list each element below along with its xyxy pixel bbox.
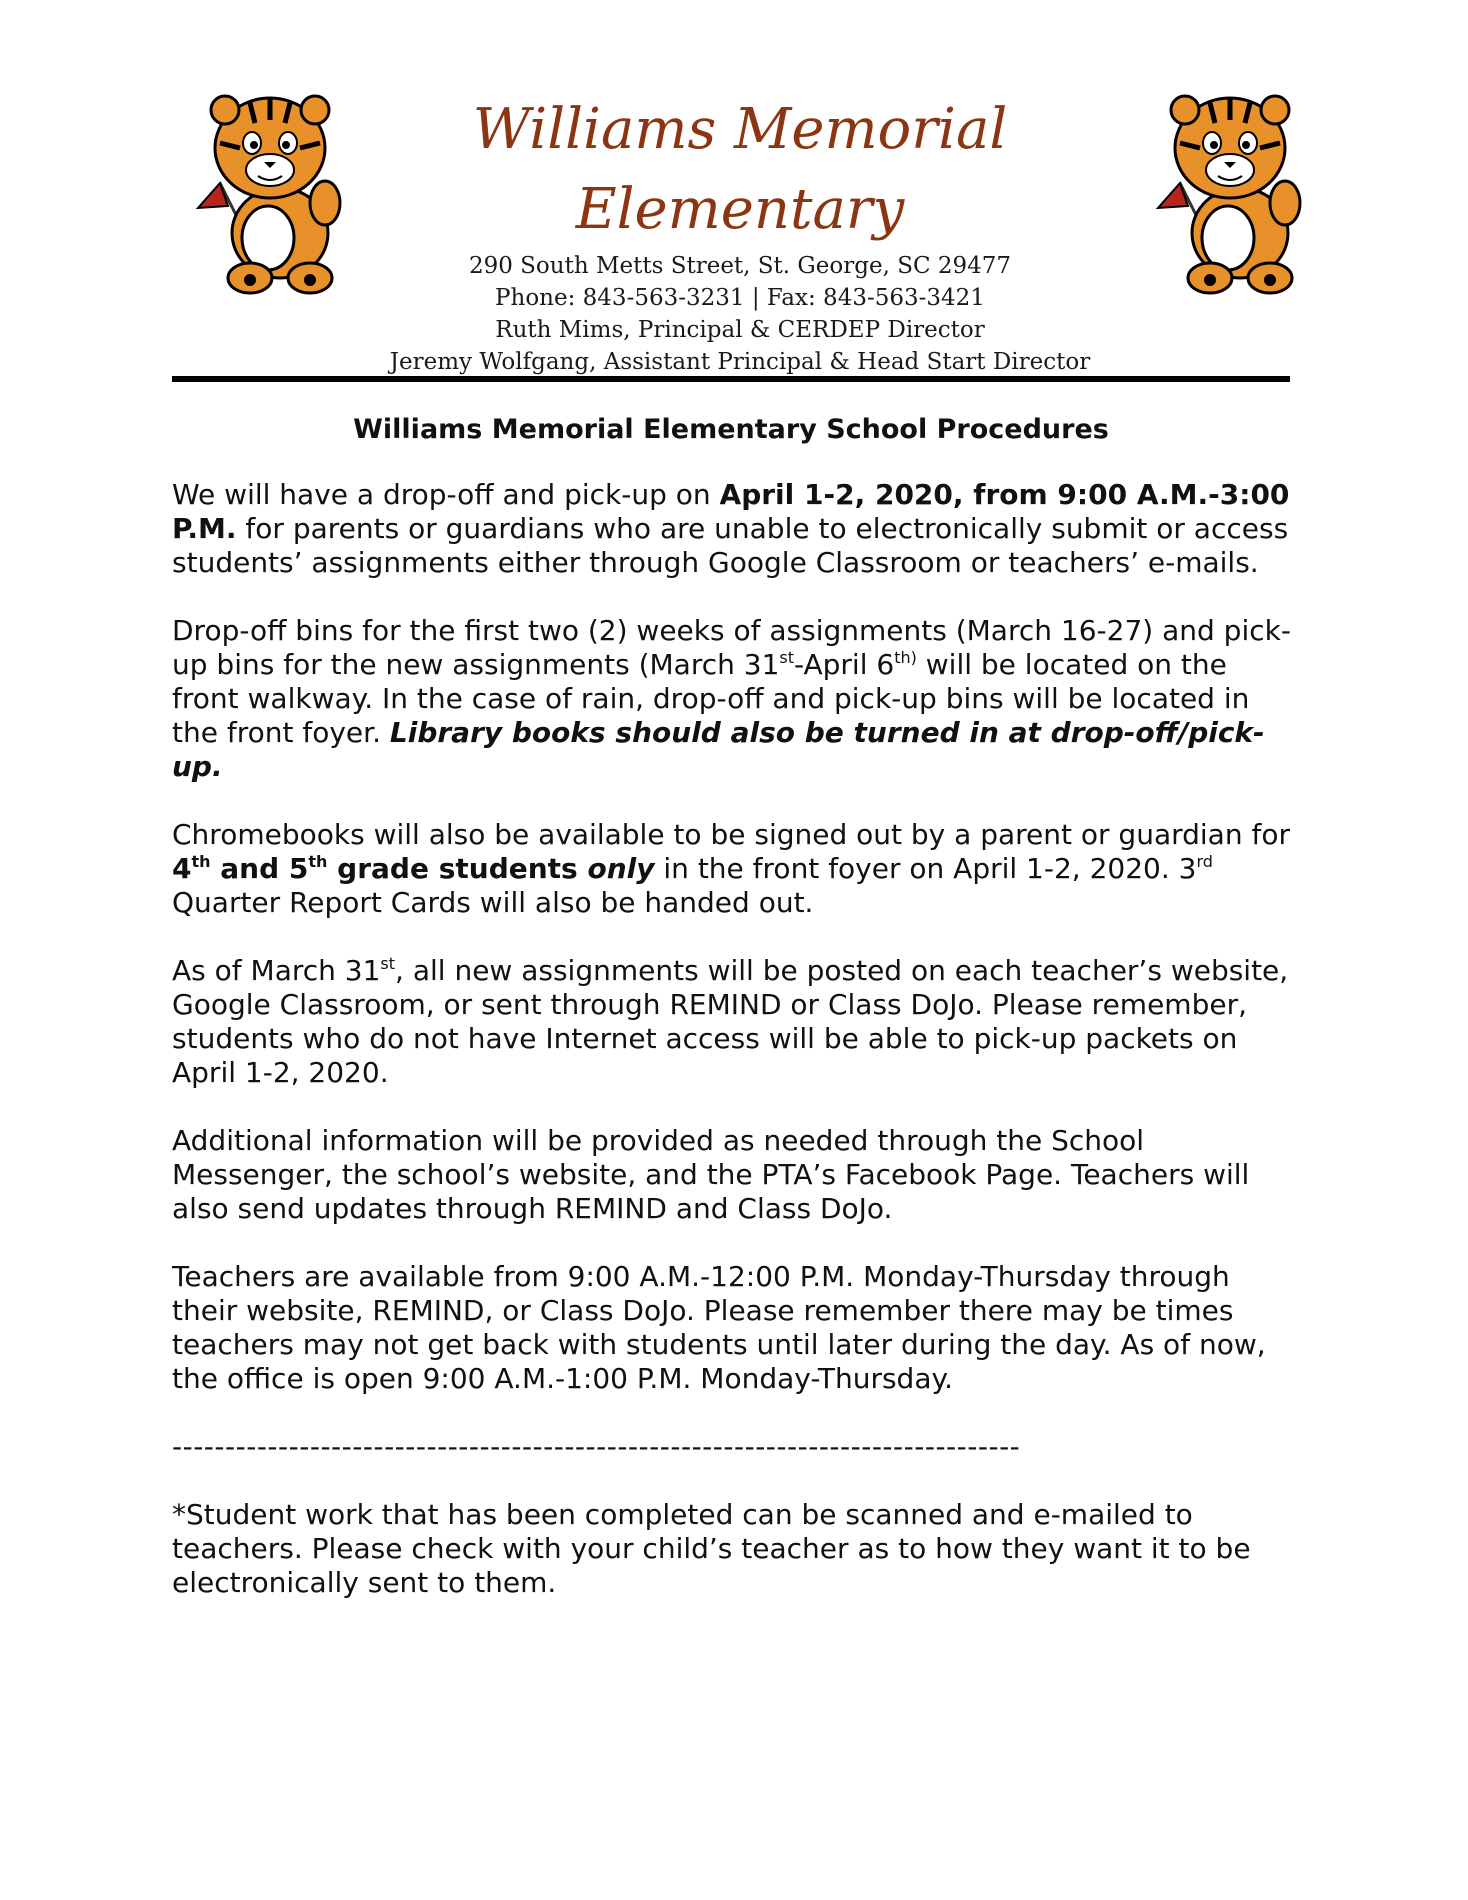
paragraph-teacher-hours: Teachers are available from 9:00 A.M.-12:00 P.M. Monday-Thursday through their website, REMIND, or Class DoJo. Please remember there may be times teachers may not get back with students until later during the day. As of now, the office is open 9:00 A.M.-1:00 P.M. Monday-Thursday. — [172, 1260, 1266, 1395]
footnote: *Student work that has been completed can be scanned and e-mailed to teachers. Please check with your child’s teacher as to how they want it to be electronically sent to them. — [172, 1498, 1251, 1599]
paragraph-chromebooks: Chromebooks will also be available to be signed out by a parent or guardian for 4th and 5th grade students only in the front foyer on April 1-2, 2020. 3rd Quarter Report Cards will also be handed out. — [172, 818, 1290, 919]
school-name-line2: Elementary — [575, 177, 905, 242]
principal-line: Ruth Mims, Principal & CERDEP Director — [495, 317, 985, 343]
school-name-line1: Williams Memorial — [472, 97, 1008, 162]
school-phone-fax: Phone: 843-563-3231 | Fax: 843-563-3421 — [495, 285, 985, 311]
dashed-divider: -------------------------------------------------------------------------------- — [172, 1430, 1021, 1463]
paragraph-bins: Drop-off bins for the first two (2) weeks of assignments (March 16-27) and pick-up bins for the new assignments (March 31st-April $6^{th)}$ will be located on the front walkway. In the case of rain, drop-off and pick-up bins will be located in the front foyer. Library books should also be turned in at drop-off/pick-up. — [172, 614, 1291, 783]
paragraph-additional-info: Additional information will be provided as needed through the School Messenger, the school’s website, and the PTA’s Facebook Page. Teachers will also send updates through REMIND and Class DoJo. — [172, 1124, 1250, 1225]
header-divider — [172, 376, 1290, 382]
assistant-principal-line: Jeremy Wolfgang, Assistant Principal & Head Start Director — [389, 349, 1091, 375]
letterhead — [380, 90, 1100, 378]
page-title: Williams Memorial Elementary School Procedures — [353, 414, 1109, 445]
school-address: 290 South Metts Street, St. George, SC 29477 — [468, 253, 1012, 279]
tiger-mascot-icon — [1150, 88, 1320, 298]
paragraph-assignments: As of March 31st, all new assignments will be posted on each teacher’s website, Google Classroom, or sent through REMIND or Class DoJo. Please remember, students who do not have Internet access will be able to pick-up packets on April 1-2, 2020. — [172, 954, 1289, 1089]
paragraph-dropoff: We will have a drop-off and pick-up on April 1-2, 2020, from 9:00 A.M.-3:00 P.M. for parents or guardians who are unable to electronically submit or access students’ assignments either through Google Classroom or teachers’ e-mails. — [172, 478, 1290, 579]
document-body — [172, 478, 1297, 1600]
tiger-mascot-icon — [190, 88, 360, 298]
